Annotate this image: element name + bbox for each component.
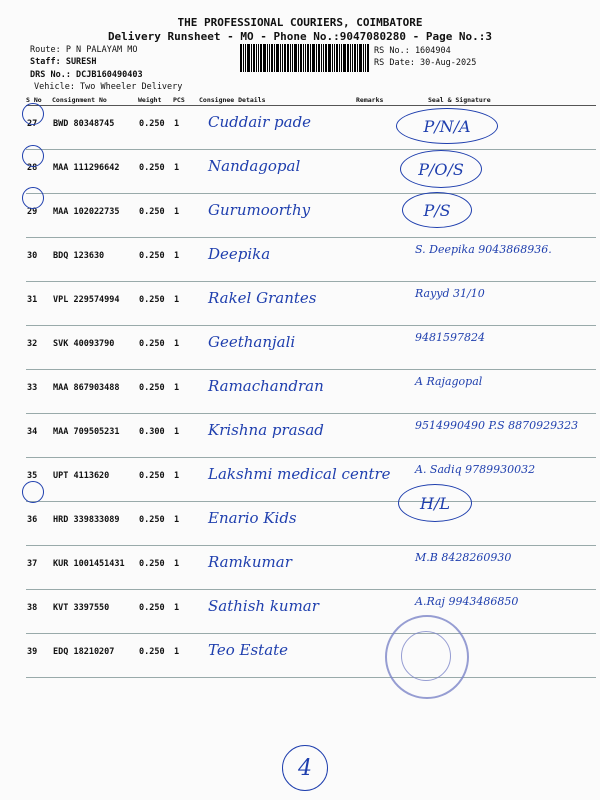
serial-no-cell: 34: [26, 414, 52, 458]
serial-no-cell: 31: [26, 282, 52, 326]
col-remarks: Remarks: [356, 95, 414, 106]
consignment-no-cell: BWD 80348745: [52, 106, 138, 150]
consignment-no-cell: VPL 229574994: [52, 282, 138, 326]
signature-oval-mark: P/N/A: [396, 108, 498, 144]
table-row: [26, 238, 596, 282]
pcs-cell: 1: [173, 590, 199, 634]
table-row: [26, 634, 596, 678]
table-row: [26, 106, 596, 150]
barcode-image: [240, 44, 370, 72]
signature-cell: 9481597824: [414, 326, 596, 370]
consignment-no-cell: MAA 867903488: [52, 370, 138, 414]
weight-cell: 0.250: [138, 326, 173, 370]
pcs-cell: 1: [173, 194, 199, 238]
consignee-cell: Geethanjali: [199, 326, 356, 370]
consignment-no-cell: MAA 102022735: [52, 194, 138, 238]
rs-number: RS No.: 1604904: [374, 46, 451, 56]
signature-cell: M.B 8428260930: [414, 546, 596, 590]
serial-no-cell: 30: [26, 238, 52, 282]
weight-cell: 0.250: [138, 282, 173, 326]
weight-cell: 0.250: [138, 370, 173, 414]
pcs-cell: 1: [173, 414, 199, 458]
pcs-cell: 1: [173, 106, 199, 150]
remarks-cell: [356, 414, 414, 458]
consignee-cell: Lakshmi medical centre: [199, 458, 356, 502]
consignment-no-cell: KUR 1001451431: [52, 546, 138, 590]
drs-number: DRS No.: DCJB160490403: [30, 70, 143, 80]
pcs-cell: 1: [173, 546, 199, 590]
serial-circle-mark: [22, 103, 44, 125]
remarks-cell: [356, 282, 414, 326]
signature-cell: S. Deepika 9043868936.: [414, 238, 596, 282]
weight-cell: 0.250: [138, 590, 173, 634]
weight-cell: 0.250: [138, 502, 173, 546]
weight-cell: 0.250: [138, 106, 173, 150]
table-row: [26, 150, 596, 194]
weight-cell: 0.250: [138, 458, 173, 502]
serial-no-cell: 32: [26, 326, 52, 370]
consignee-cell: Nandagopal: [199, 150, 356, 194]
serial-no-cell: 27: [26, 106, 52, 150]
table-row: [26, 502, 596, 546]
consignment-no-cell: KVT 3397550: [52, 590, 138, 634]
company-title: THE PROFESSIONAL COURIERS, COIMBATORE: [177, 16, 423, 29]
col-sno: S No: [26, 95, 52, 106]
staff-label: Staff: SURESH: [30, 57, 97, 67]
serial-circle-mark: [22, 481, 44, 503]
vehicle-label: Vehicle: Two Wheeler Delivery: [34, 82, 183, 92]
remarks-cell: [356, 546, 414, 590]
table-row: [26, 414, 596, 458]
runsheet-subtitle: Delivery Runsheet - MO - Phone No.:9047080280 - Page No.:3: [107, 30, 493, 43]
consignment-no-cell: HRD 339833089: [52, 502, 138, 546]
consignee-cell: Enario Kids: [199, 502, 356, 546]
weight-cell: 0.250: [138, 634, 173, 678]
pcs-cell: 1: [173, 326, 199, 370]
pcs-cell: 1: [173, 238, 199, 282]
signature-oval-mark: P/S: [402, 192, 472, 228]
pcs-cell: 1: [173, 458, 199, 502]
weight-cell: 0.250: [138, 150, 173, 194]
serial-circle-mark: [22, 145, 44, 167]
weight-cell: 0.250: [138, 194, 173, 238]
pcs-cell: 1: [173, 634, 199, 678]
consignment-no-cell: BDQ 123630: [52, 238, 138, 282]
col-weight: Weight: [138, 95, 173, 106]
pcs-cell: 1: [173, 502, 199, 546]
pcs-cell: 1: [173, 370, 199, 414]
col-consignee: Consignee Details: [199, 95, 356, 106]
remarks-cell: [356, 238, 414, 282]
consignment-no-cell: UPT 4113620: [52, 458, 138, 502]
serial-circle-mark: [22, 187, 44, 209]
delivery-stamp: [385, 615, 469, 699]
consignee-cell: Sathish kumar: [199, 590, 356, 634]
pcs-cell: 1: [173, 150, 199, 194]
signature-cell: A Rajagopal: [414, 370, 596, 414]
table-row: [26, 590, 596, 634]
table-row: [26, 282, 596, 326]
consignment-no-cell: SVK 40093790: [52, 326, 138, 370]
serial-no-cell: 33: [26, 370, 52, 414]
consignee-cell: Ramkumar: [199, 546, 356, 590]
serial-no-cell: 37: [26, 546, 52, 590]
consignment-no-cell: MAA 709505231: [52, 414, 138, 458]
table-row: [26, 326, 596, 370]
weight-cell: 0.250: [138, 238, 173, 282]
table-row: [26, 458, 596, 502]
consignment-no-cell: EDQ 18210207: [52, 634, 138, 678]
signature-cell: Rayyd 31/10: [414, 282, 596, 326]
table-row: [26, 370, 596, 414]
consignee-cell: Teo Estate: [199, 634, 356, 678]
serial-no-cell: 38: [26, 590, 52, 634]
table-header-row: [26, 95, 596, 106]
col-pcs: PCS: [173, 95, 199, 106]
serial-no-cell: 28: [26, 150, 52, 194]
consignee-cell: Gurumoorthy: [199, 194, 356, 238]
table-row: [26, 546, 596, 590]
col-consignment: Consignment No: [52, 95, 138, 106]
consignee-cell: Deepika: [199, 238, 356, 282]
serial-no-cell: 29: [26, 194, 52, 238]
consignment-no-cell: MAA 111296642: [52, 150, 138, 194]
consignee-cell: Ramachandran: [199, 370, 356, 414]
serial-no-cell: 35: [26, 458, 52, 502]
remarks-cell: [356, 326, 414, 370]
weight-cell: 0.250: [138, 546, 173, 590]
consignee-cell: Rakel Grantes: [199, 282, 356, 326]
serial-no-cell: 39: [26, 634, 52, 678]
col-seal: Seal & Signature: [414, 95, 596, 106]
runsheet-table: [26, 95, 596, 678]
signature-cell: 9514990490 P.S 8870929323: [414, 414, 596, 458]
rs-date: RS Date: 30-Aug-2025: [374, 58, 477, 68]
signature-oval-mark: P/O/S: [400, 150, 482, 188]
weight-cell: 0.300: [138, 414, 173, 458]
remarks-cell: [356, 370, 414, 414]
table-row: [26, 194, 596, 238]
consignee-cell: Krishna prasad: [199, 414, 356, 458]
signature-cell: A. Sadiq 9789930032: [414, 458, 596, 502]
serial-no-cell: 36: [26, 502, 52, 546]
route-label: Route: P N PALAYAM MO: [30, 45, 138, 55]
page-number-mark: 4: [282, 745, 328, 791]
signature-cell: A.Raj 9943486850: [414, 590, 596, 634]
pcs-cell: 1: [173, 282, 199, 326]
signature-oval-mark: H/L: [398, 484, 472, 522]
consignee-cell: Cuddair pade: [199, 106, 356, 150]
